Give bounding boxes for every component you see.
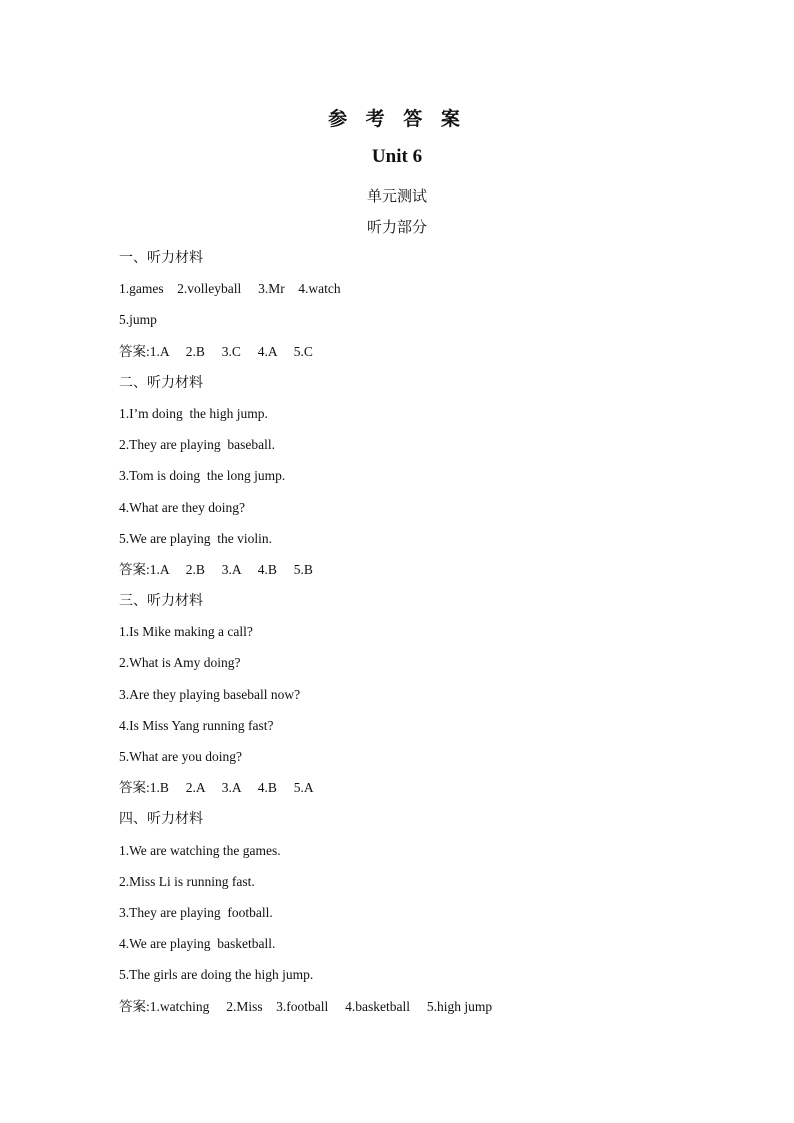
section-subtitle-listening: 听力部分 — [366, 218, 427, 236]
answer-key-line — [119, 997, 719, 1028]
answer-content — [119, 248, 719, 1028]
unit-heading: Unit 6 — [371, 146, 423, 167]
answer-line: 3.Are they playing baseball now? — [119, 686, 301, 702]
answer-line: 3.They are playing football. — [119, 904, 273, 920]
answer-values: :1.A 2.B 3.C 4.A 5.C — [146, 343, 313, 359]
answer-line: 2.What is Amy doing? — [119, 655, 241, 671]
answer-line: 4.We are playing basketball. — [119, 936, 276, 952]
answer-line: 4.Is Miss Yang running fast? — [119, 717, 274, 733]
answer-line: 2.Miss Li is running fast. — [119, 873, 255, 889]
answer-line: 3.Tom is doing the long jump. — [119, 468, 286, 484]
answer-key-line — [119, 778, 719, 809]
answer-prefix: 答案 — [119, 780, 146, 797]
answer-line: 4.What are they doing? — [119, 499, 245, 515]
answer-prefix: 答案 — [119, 998, 146, 1015]
answer-values: :1.A 2.B 3.A 4.B 5.B — [146, 561, 313, 577]
answer-line: 1.games 2.volleyball 3.Mr 4.watch — [119, 281, 341, 297]
answer-key-line — [119, 342, 719, 373]
answer-line: 5.The girls are doing the high jump. — [119, 967, 314, 983]
section-heading: 四、听力材料 — [119, 811, 203, 828]
answer-key-line — [119, 560, 719, 591]
answer-prefix: 答案 — [119, 343, 146, 360]
answer-line: 5.jump — [119, 312, 157, 328]
answer-line: 1.Is Mike making a call? — [119, 624, 253, 640]
answer-line: 1.We are watching the games. — [119, 842, 281, 858]
answer-line: 5.We are playing the violin. — [119, 530, 272, 546]
answer-line: 2.They are playing baseball. — [119, 437, 275, 453]
section-heading: 二、听力材料 — [119, 374, 203, 391]
page-title: 参 考 答 案 — [328, 108, 466, 130]
answer-values: :1.watching 2.Miss 3.football 4.basketball 5.high jump — [146, 998, 493, 1014]
section-subtitle-test: 单元测试 — [366, 187, 427, 205]
answer-values: :1.B 2.A 3.A 4.B 5.A — [146, 780, 314, 796]
section-heading: 一、听力材料 — [119, 250, 203, 266]
answer-line: 1.I’m doing the high jump. — [119, 405, 268, 421]
answer-line: 5.What are you doing? — [119, 749, 242, 764]
section-heading: 三、听力材料 — [119, 593, 203, 610]
answer-prefix: 答案 — [119, 561, 146, 578]
